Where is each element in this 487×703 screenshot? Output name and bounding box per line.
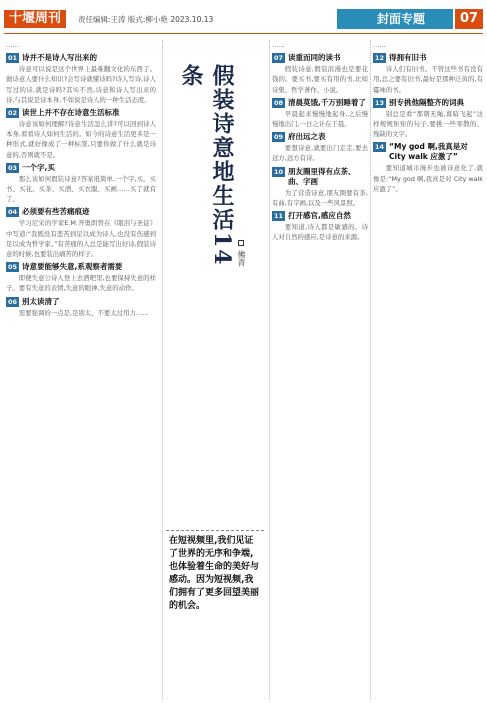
section-item xyxy=(6,53,156,105)
page-number: 07 xyxy=(455,9,483,29)
section-number: 01 xyxy=(8,54,18,63)
section-number: 13 xyxy=(375,98,385,107)
section-heading xyxy=(373,142,483,162)
section-number: 05 xyxy=(8,263,18,272)
author-name: 佛青 xyxy=(237,250,246,267)
section-number: 09 xyxy=(274,133,284,142)
section-number: 08 xyxy=(274,98,284,107)
section-number: 04 xyxy=(8,208,18,217)
section-heading-text: 别太读清了 xyxy=(22,296,60,306)
section-item xyxy=(272,98,368,129)
section-item xyxy=(6,108,156,160)
section-body: 要知道城市漫步也被诗意化了,就像是:“My god 啊,我真是对 City walk 应激了”。 xyxy=(373,164,483,193)
section-body: 别总是看“那朝无绳,暮暗飞起”这样规规矩矩的句子,要挑一些零散的、残缺的文字。 xyxy=(373,109,483,139)
section-body: 要知道,诗人都是敏感的。诗人对自然的感应,是诗意的来源。 xyxy=(272,223,368,242)
intro-text: …… xyxy=(6,41,19,49)
column-3 xyxy=(272,40,368,700)
section-heading xyxy=(272,132,368,142)
section-body: 假装诗意,假装浪漫也是要花钱的。要买书,要买有用的书,比如诗集、哲学著作、小说。 xyxy=(272,65,368,94)
section-heading xyxy=(6,108,156,118)
editor-meta: 责任编辑:王涛 版式:柳小艳 2023.10.13 xyxy=(78,15,214,24)
section-body: 为了营造诗意,朋友圈要有茶,有曲,有字画,以及一些风景照。 xyxy=(272,188,368,207)
section-body: 学习尼采的学家E.M.齐奥朗曾在《眼泪与圣徒》中写道:“我既没有悲苦到足以成为诗人,也没有伤感到足以成为哲学家。”有苦痛的人总是能写出好诗,假装诗意的时候,也要装出痛苦的样子。 xyxy=(6,219,156,259)
section-number: 03 xyxy=(8,163,18,172)
column-divider xyxy=(370,40,371,700)
section-number: 07 xyxy=(274,54,284,63)
section-item xyxy=(272,211,368,242)
section-item xyxy=(6,262,156,293)
section-heading xyxy=(272,167,368,187)
section-body: 需要强调的一点是,是别太、不要太过用力…… xyxy=(18,308,149,317)
section-heading xyxy=(6,207,156,217)
section-item xyxy=(373,142,483,194)
section-heading-text: 别专挑他隔整齐的词典 xyxy=(389,97,465,107)
section-number: 02 xyxy=(8,109,18,118)
section-heading xyxy=(6,163,156,173)
column-divider xyxy=(162,40,163,700)
column-divider xyxy=(269,40,270,700)
section-body: 即便失意公诗人登上去酒吧里,也要保持失意的样子。要有失意的表情,失意的眼神,失意的动作。 xyxy=(6,274,156,293)
section-heading xyxy=(6,262,156,272)
section-number: 10 xyxy=(274,167,284,176)
section-body: 那么该如何假装诗意?答案很简单,一个字,买。买书、买花、买茶、买酒、买衣服、买画……买了就有了。 xyxy=(6,174,156,204)
section-item xyxy=(373,53,483,95)
section-item xyxy=(6,297,156,318)
pull-quote-box xyxy=(166,530,264,617)
section-heading xyxy=(6,297,156,307)
section-item xyxy=(6,207,156,259)
pull-quote: 在短视频里,我们见证了世界的无序和争端,也体验着生命的美好与感动。因为短视频,我们拥有了更多回望美丽的机会。 xyxy=(169,536,260,611)
section-number: 12 xyxy=(375,54,385,63)
section-heading xyxy=(373,98,483,108)
section-heading-text: 必须要有些苦痛痕迹 xyxy=(22,207,90,217)
section-title: 封面专题 xyxy=(337,9,453,29)
section-body: 诗意该如何理解?诗意生活怎么讲?可以回到诗人本身,看看诗人如何生活的。如今的诗意生活更多是一种形式,就好像成了一种标签,只要你做了什么就是诗意的,否则就不是。 xyxy=(6,120,156,159)
section-heading-text: 朋友圈里得有点茶、曲、字画 xyxy=(288,166,356,186)
section-heading-text: 读世上并不存在诗意生活标准 xyxy=(22,108,120,118)
header-rule xyxy=(4,33,483,34)
section-heading-text: “My god 啊,我真是对 City walk 应激了” xyxy=(389,142,468,162)
title-block xyxy=(176,64,235,284)
section-heading-text: 诗并不是诗人写出来的 xyxy=(22,53,98,63)
section-number: 06 xyxy=(8,297,18,306)
page-header xyxy=(0,0,487,34)
column-text: …… xyxy=(272,41,285,49)
section-item xyxy=(272,53,368,95)
section-heading-text: 打开感官,感应自然 xyxy=(288,211,351,221)
section-body: 诗意可以说是这个世界上最难翻文化的东西了。做诗意人要什么知识?会写诗就懂诗吗?诗人写诗,诗人写过的诗,就是诗吗?其实不然,诗意和诗人写出来的诗,与其说是诗本身,不如说是诗人的一种生活态度。 xyxy=(6,65,156,104)
section-item xyxy=(272,167,368,208)
byline-box-icon xyxy=(238,240,244,246)
section-item xyxy=(272,132,368,163)
masthead: 十堰周刊 xyxy=(4,10,66,28)
section-number: 11 xyxy=(274,212,284,221)
section-heading xyxy=(272,53,368,63)
section-heading-text: 诗意要能够失意,系观察者需要 xyxy=(22,262,123,272)
section-heading xyxy=(373,53,483,63)
section-item xyxy=(6,163,156,205)
section-body: 早晨起来慢慢地起身,之后慢慢地出门,一日之计在于晨。 xyxy=(272,109,368,129)
section-body: 诗人们有旧书。不管这些书有没有用,总之要有旧书,最好是那种泛黄的,有霉味的书。 xyxy=(373,65,483,94)
section-heading-text: 府出远之表 xyxy=(288,132,326,142)
section-heading-text: 清晨莫饿,千万别睡着了 xyxy=(288,97,366,107)
section-heading-text: 一个字,买 xyxy=(22,162,55,172)
author-byline xyxy=(236,240,247,267)
section-heading xyxy=(272,211,368,221)
column-1 xyxy=(6,40,156,700)
section-heading xyxy=(272,98,368,108)
section-body: 要想诗意,就要出门走走,要去远方,远方有诗。 xyxy=(272,144,368,163)
column-text: …… xyxy=(373,41,386,49)
article-title: 假装诗意地生活14条 xyxy=(178,64,235,267)
section-heading-text: 得拥有旧书 xyxy=(389,53,427,63)
section-heading-text: 读重而同的读书 xyxy=(288,53,341,63)
section-number: 14 xyxy=(375,143,385,152)
section-item xyxy=(373,98,483,140)
column-4 xyxy=(373,40,483,700)
section-heading xyxy=(6,53,156,63)
